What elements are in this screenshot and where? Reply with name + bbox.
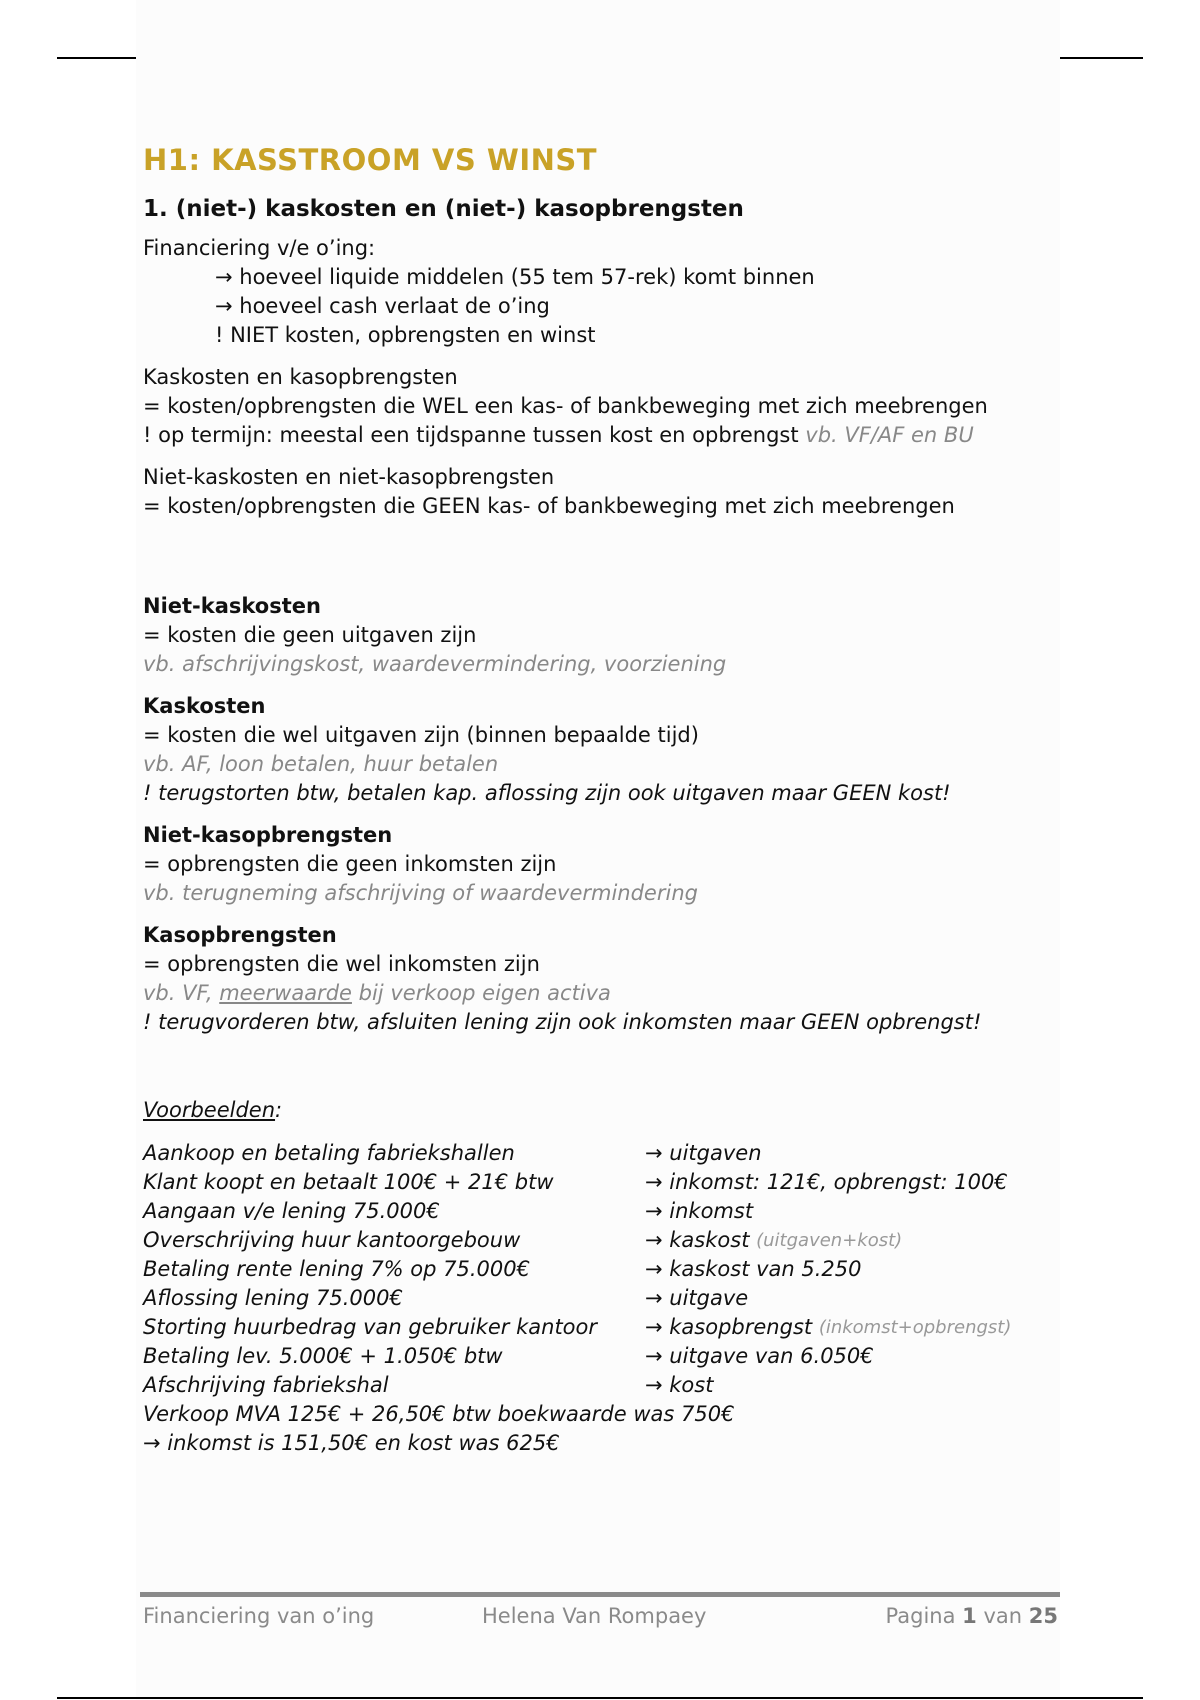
spacer xyxy=(143,1050,1063,1096)
footer-page-word: Pagina xyxy=(885,1604,956,1628)
nietkas-title: Niet-kaskosten en niet-kasopbrengsten xyxy=(143,465,555,489)
example-right: → uitgave van 6.050€ xyxy=(645,1344,874,1368)
example-right: → uitgave xyxy=(645,1286,749,1310)
example-left: Aangaan v/e lening 75.000€ xyxy=(143,1199,440,1223)
example-row xyxy=(143,1342,1063,1371)
example-left: Klant koopt en betaalt 100€ + 21€ btw xyxy=(143,1170,554,1194)
voorbeelden-colon: : xyxy=(275,1098,283,1122)
kas-block xyxy=(143,363,1063,450)
kasopbrengsten-example xyxy=(143,979,1063,1008)
spacer xyxy=(143,534,1063,592)
footer-page-number xyxy=(886,1604,1058,1628)
kasopbrengsten-def: = opbrengsten die wel inkomsten zijn xyxy=(143,952,540,976)
niet-kasopbrengsten-def: = opbrengsten die geen inkomsten zijn xyxy=(143,852,557,876)
kas-line-termijn xyxy=(143,421,1063,450)
niet-kaskosten-block xyxy=(143,592,1063,679)
example-note: (uitgaven+kost) xyxy=(756,1230,903,1251)
section-title: 1. (niet-) kaskosten en (niet-) kasopbrengsten xyxy=(143,196,744,222)
kasopbrengsten-example-post: bij verkoop eigen activa xyxy=(358,981,611,1005)
kaskosten-title: Kaskosten xyxy=(143,694,266,718)
example-row xyxy=(143,1255,1063,1284)
example-row xyxy=(143,1197,1063,1226)
bottom-rule xyxy=(57,1697,1143,1699)
example-row xyxy=(143,1226,1063,1255)
example-left: Overschrijving huur kantoorgebouw xyxy=(143,1228,521,1252)
footer-rule xyxy=(140,1592,1060,1597)
niet-kasopbrengsten-example: vb. terugneming afschrijving of waardevermindering xyxy=(143,881,698,905)
voorbeelden-block xyxy=(143,1096,1063,1458)
footer-course: Financiering van o’ing xyxy=(143,1604,375,1628)
voorbeelden-heading xyxy=(143,1096,1063,1125)
example-left: Afschrijving fabriekshal xyxy=(143,1373,389,1397)
example-left: Aflossing lening 75.000€ xyxy=(143,1286,403,1310)
example-right: → kaskost van 5.250 xyxy=(645,1257,862,1281)
example-left: Betaling lev. 5.000€ + 1.050€ btw xyxy=(143,1344,503,1368)
financiering-line: → hoeveel liquide middelen (55 tem 57-rek) komt binnen xyxy=(215,265,815,289)
kas-example: vb. VF/AF en BU xyxy=(805,423,974,447)
financiering-title: Financiering v/e o’ing: xyxy=(143,236,376,260)
kas-title: Kaskosten en kasopbrengsten xyxy=(143,365,458,389)
example-row xyxy=(143,1371,1063,1400)
example-right: → inkomst: 121€, opbrengst: 100€ xyxy=(645,1170,1008,1194)
example-row xyxy=(143,1313,1063,1342)
example-note: (inkomst+opbrengst) xyxy=(818,1317,1012,1338)
example-left: Betaling rente lening 7% op 75.000€ xyxy=(143,1257,531,1281)
meerwaarde-term: meerwaarde xyxy=(219,981,352,1005)
footer-author: Helena Van Rompaey xyxy=(482,1604,707,1628)
kasopbrengsten-note: ! terugvorderen btw, afsluiten lening zijn ook inkomsten maar GEEN opbrengst! xyxy=(143,1010,982,1034)
example-last-result: → inkomst is 151,50€ en kost was 625€ xyxy=(143,1431,560,1455)
footer-page-total: 25 xyxy=(1028,1604,1058,1628)
kaskosten-block xyxy=(143,692,1063,808)
footer-of-word: van xyxy=(983,1604,1023,1628)
financiering-line: ! NIET kosten, opbrengsten en winst xyxy=(215,323,596,347)
example-right: → kaskost xyxy=(645,1228,750,1252)
niet-kaskosten-example: vb. afschrijvingskost, waardevermindering, voorziening xyxy=(143,652,727,676)
kasopbrengsten-title: Kasopbrengsten xyxy=(143,923,337,947)
niet-kaskosten-def: = kosten die geen uitgaven zijn xyxy=(143,623,477,647)
financiering-block xyxy=(143,234,1063,350)
kasopbrengsten-block xyxy=(143,921,1063,1037)
footer-page-current: 1 xyxy=(962,1604,977,1628)
kas-line: = kosten/opbrengsten die WEL een kas- of bankbeweging met zich meebrengen xyxy=(143,394,988,418)
example-right: → uitgaven xyxy=(645,1141,762,1165)
example-left: Aankoop en betaling fabriekshallen xyxy=(143,1141,515,1165)
example-last-line: Verkoop MVA 125€ + 26,50€ btw boekwaarde was 750€ xyxy=(143,1402,735,1426)
example-right: → kost xyxy=(645,1373,714,1397)
example-right: → inkomst xyxy=(645,1199,754,1223)
kasopbrengsten-example-pre: vb. VF, xyxy=(143,981,213,1005)
example-row xyxy=(143,1284,1063,1313)
chapter-heading: H1: KASSTROOM VS WINST xyxy=(143,143,598,177)
kas-line-text: ! op termijn: meestal een tijdspanne tussen kost en opbrengst xyxy=(143,423,799,447)
nietkas-line: = kosten/opbrengsten die GEEN kas- of bankbeweging met zich meebrengen xyxy=(143,494,955,518)
kaskosten-example: vb. AF, loon betalen, huur betalen xyxy=(143,752,499,776)
kaskosten-note: ! terugstorten btw, betalen kap. aflossing zijn ook uitgaven maar GEEN kost! xyxy=(143,781,951,805)
voorbeelden-title: Voorbeelden xyxy=(143,1098,276,1122)
financiering-line: → hoeveel cash verlaat de o’ing xyxy=(215,294,550,318)
niet-kaskosten-title: Niet-kaskosten xyxy=(143,594,321,618)
document-body xyxy=(143,140,1063,1458)
niet-kasopbrengsten-block xyxy=(143,821,1063,908)
example-row xyxy=(143,1168,1063,1197)
example-left: Storting huurbedrag van gebruiker kantoor xyxy=(143,1315,598,1339)
nietkas-block xyxy=(143,463,1063,521)
example-row xyxy=(143,1139,1063,1168)
example-right: → kasopbrengst xyxy=(645,1315,813,1339)
niet-kasopbrengsten-title: Niet-kasopbrengsten xyxy=(143,823,393,847)
kaskosten-def: = kosten die wel uitgaven zijn (binnen bepaalde tijd) xyxy=(143,723,699,747)
